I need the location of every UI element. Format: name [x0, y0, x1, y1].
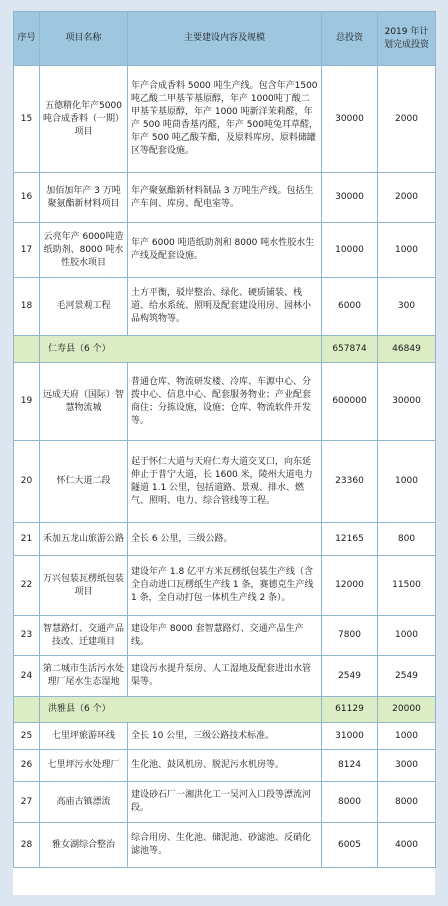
row-total: 12165	[322, 523, 378, 556]
row-plan: 1000	[378, 723, 436, 750]
row-desc: 土方平衡，驳岸整治、绿化、硬质铺装、栈道、给水系统、照明及配套建设用房、园林小品构筑物等。	[128, 278, 322, 336]
row-plan: 4000	[378, 823, 436, 868]
county-plan: 20000	[378, 697, 436, 723]
row-desc: 全长 6 公里，三级公路。	[128, 523, 322, 556]
table-row	[14, 782, 436, 823]
row-plan: 1000	[378, 616, 436, 656]
row-total: 23360	[322, 441, 378, 523]
county-plan: 46849	[378, 336, 436, 363]
header-total-investment: 总投资	[322, 12, 378, 66]
row-total: 6005	[322, 823, 378, 868]
row-total: 2549	[322, 656, 378, 697]
row-no: 23	[14, 616, 40, 656]
table-row	[14, 278, 436, 336]
row-desc: 建设年产 8000 套智慧路灯、交通产品生产线。	[128, 616, 322, 656]
row-total: 8124	[322, 750, 378, 782]
row-no: 19	[14, 363, 40, 441]
row-total: 30000	[322, 66, 378, 173]
row-no: 17	[14, 223, 40, 278]
row-desc: 起于怀仁大道与天府仁寿大道交叉口，向东延伸止于普宁大道，长 1600 米，陵州大道电力隧道 1.1 公里，包括道路、景观、排水、燃气、照明、电力、综合管线等工程。	[128, 441, 322, 523]
county-total: 657874	[322, 336, 378, 363]
row-no: 18	[14, 278, 40, 336]
row-plan: 11500	[378, 556, 436, 616]
row-no: 24	[14, 656, 40, 697]
row-plan: 800	[378, 523, 436, 556]
row-plan: 8000	[378, 782, 436, 823]
table-row	[14, 66, 436, 173]
row-name: 五德精化年产5000 吨合成香料（一期）项目	[40, 66, 128, 173]
row-total: 8000	[322, 782, 378, 823]
row-total: 30000	[322, 173, 378, 223]
row-desc: 生化池、鼓风机房、脱泥污水机房等。	[128, 750, 322, 782]
row-total: 10000	[322, 223, 378, 278]
table-row	[14, 823, 436, 868]
row-plan: 30000	[378, 363, 436, 441]
row-plan: 3000	[378, 750, 436, 782]
row-plan: 2000	[378, 173, 436, 223]
table-row	[14, 656, 436, 697]
row-name: 加佰加年产 3 万吨聚氨酯新材料项目	[40, 173, 128, 223]
row-name: 毛河景观工程	[40, 278, 128, 336]
row-plan: 300	[378, 278, 436, 336]
row-name: 禾加五龙山旅游公路	[40, 523, 128, 556]
row-name: 雅女湖综合整治	[40, 823, 128, 868]
row-name: 云亮年产 6000吨造纸助剂、8000 吨水性胶水项目	[40, 223, 128, 278]
table-frame	[13, 11, 435, 895]
table-row	[14, 723, 436, 750]
county-subtotal-row	[14, 336, 436, 363]
row-desc: 年产 6000 吨造纸助剂和 8000 吨水性胶水生产线及配套设施。	[128, 223, 322, 278]
row-name: 高庙古镇漂流	[40, 782, 128, 823]
row-no: 28	[14, 823, 40, 868]
row-name: 第二城市生活污水处理厂尾水生态湿地	[40, 656, 128, 697]
table-row	[14, 363, 436, 441]
header-no: 序号	[14, 12, 40, 66]
row-no: 22	[14, 556, 40, 616]
table-row	[14, 441, 436, 523]
header-planned-investment: 2019 年计划完成投资	[378, 12, 436, 66]
county-total: 61129	[322, 697, 378, 723]
row-name: 万兴包装瓦楞纸包装项目	[40, 556, 128, 616]
row-plan: 2549	[378, 656, 436, 697]
row-plan: 1000	[378, 223, 436, 278]
header-name: 项目名称	[40, 12, 128, 66]
row-name: 怀仁大道二段	[40, 441, 128, 523]
table-row	[14, 523, 436, 556]
row-plan: 1000	[378, 441, 436, 523]
row-no: 21	[14, 523, 40, 556]
row-desc: 综合用房、生化池、储泥池、砂滤池、反硝化滤池等。	[128, 823, 322, 868]
table-row	[14, 173, 436, 223]
row-desc: 建设污水提升泵房、人工湿地及配套进出水管渠等。	[128, 656, 322, 697]
table-header-row	[14, 12, 436, 66]
row-no: 16	[14, 173, 40, 223]
county-name: 洪雅县（6 个）	[40, 697, 322, 723]
table-row	[14, 616, 436, 656]
row-desc: 年产合成香料 5000 吨生产线。包含年产1500 吨乙酸二甲基苄基原醇，年产 1000吨丁酸二甲基苄基原醇，年产 1000 吨新洋茉莉醛，年产 500 吨茴香基丙醛，年产 500吨兔耳草醛，年产 500 吨乙酸苄酯，及原料库房、原料储罐区等配套设施。	[128, 66, 322, 173]
row-name: 远成天府（国际）智慧物流城	[40, 363, 128, 441]
county-name: 仁寿县（6 个）	[40, 336, 322, 363]
row-name: 智慧路灯、交通产品技改、迁建项目	[40, 616, 128, 656]
row-no: 27	[14, 782, 40, 823]
header-content: 主要建设内容及规模	[128, 12, 322, 66]
row-desc: 普通仓库、物流研发楼、冷库、车源中心、分拨中心、信息中心、配套服务物业；产业配套商住；分拣设施，设施；仓库、物流软件开发等。	[128, 363, 322, 441]
row-desc: 建设年产 1.8 亿平方米瓦楞纸包装生产线（含全自动进口瓦楞纸生产线 1 条，赛德克生产线 1 条，全自动打包一体机生产线 2 条）。	[128, 556, 322, 616]
row-total: 31000	[322, 723, 378, 750]
table-row	[14, 556, 436, 616]
row-total: 6000	[322, 278, 378, 336]
row-no: 25	[14, 723, 40, 750]
row-name: 七里坪污水处理厂	[40, 750, 128, 782]
project-table	[13, 11, 436, 868]
county-no	[14, 336, 40, 363]
row-no: 26	[14, 750, 40, 782]
county-subtotal-row	[14, 697, 436, 723]
row-plan: 2000	[378, 66, 436, 173]
row-total: 600000	[322, 363, 378, 441]
row-no: 20	[14, 441, 40, 523]
row-desc: 全长 10 公里，三级公路技术标准。	[128, 723, 322, 750]
row-total: 7800	[322, 616, 378, 656]
row-no: 15	[14, 66, 40, 173]
row-name: 七里坪旅游环线	[40, 723, 128, 750]
row-desc: 建设砂石厂一湘洪化工一吴河入口段等漂流河段。	[128, 782, 322, 823]
row-desc: 年产聚氨酯新材料制品 3 万吨生产线。包括生产车间、库房、配电室等。	[128, 173, 322, 223]
table-row	[14, 750, 436, 782]
county-no	[14, 697, 40, 723]
table-row	[14, 223, 436, 278]
row-total: 12000	[322, 556, 378, 616]
